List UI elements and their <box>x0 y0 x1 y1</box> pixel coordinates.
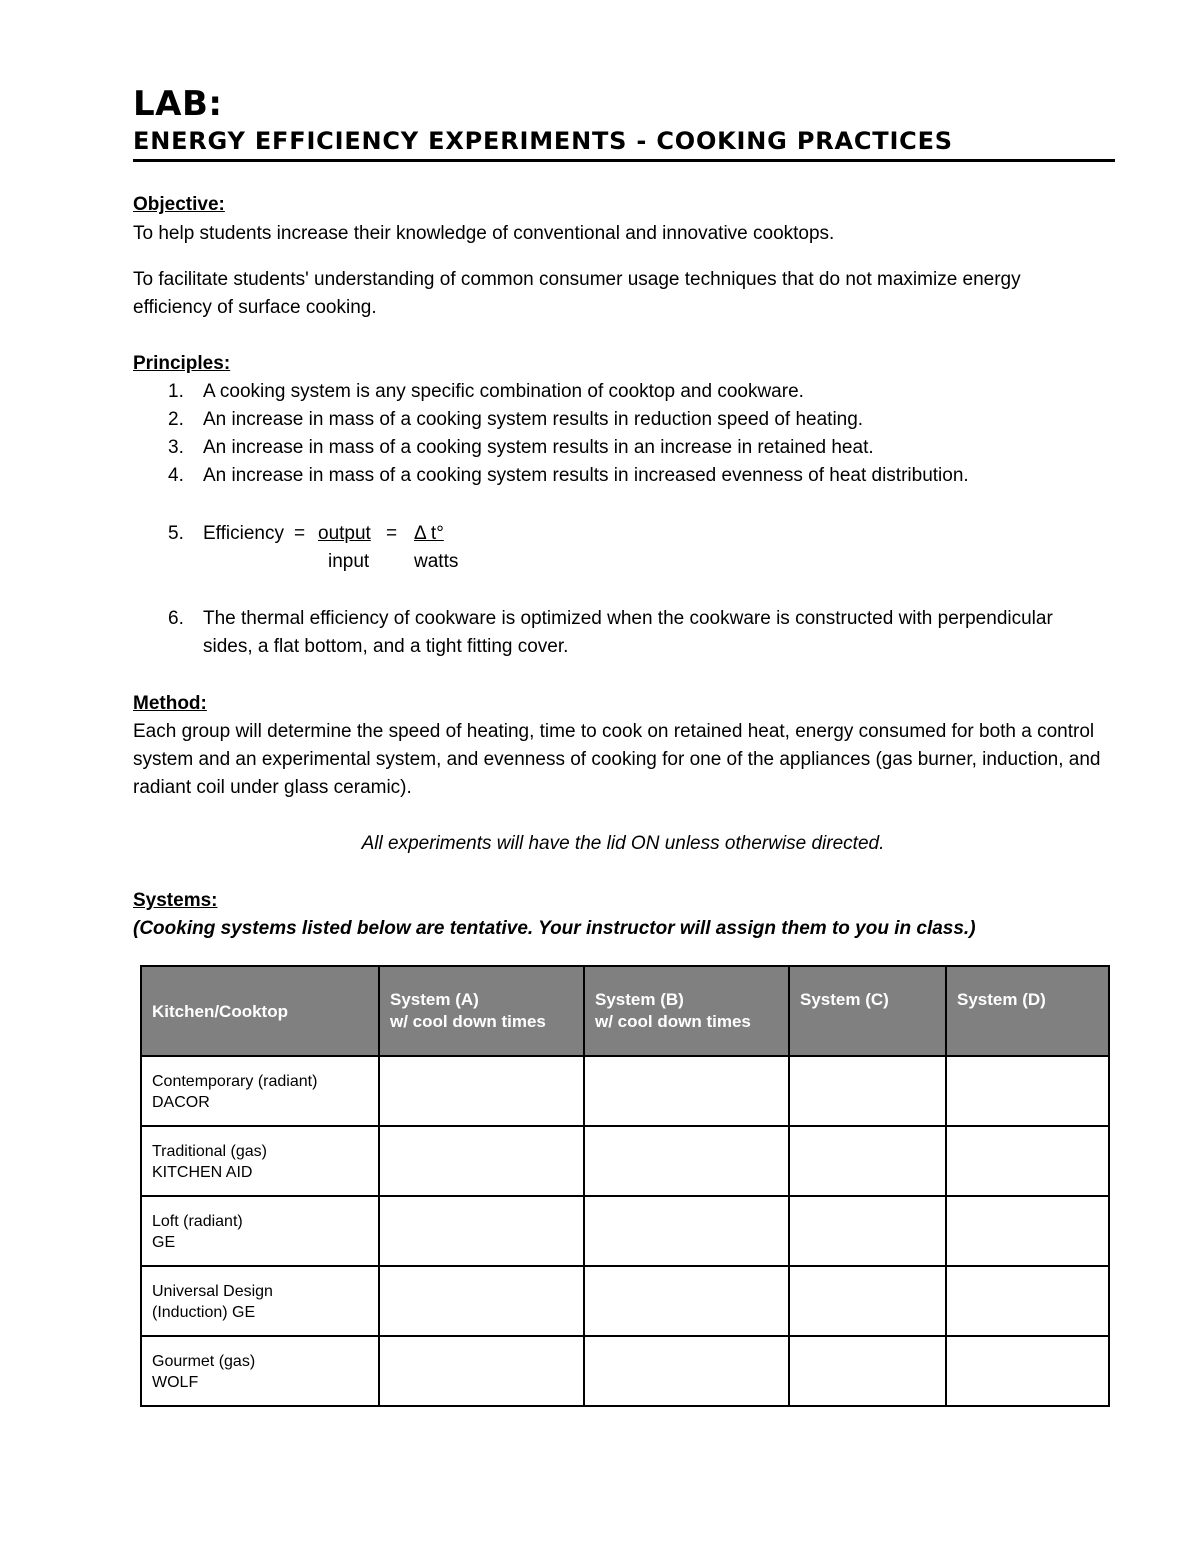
blank-cell <box>584 1196 789 1266</box>
equation-denominator-watts: watts <box>414 551 459 572</box>
header-text: System (A) <box>390 990 479 1009</box>
principle-item <box>168 605 1078 661</box>
systems-subheading: (Cooking systems listed below are tentative. Your instructor will assign them to you in class.) <box>133 918 976 939</box>
kitchen-cell <box>141 1336 379 1406</box>
blank-cell <box>584 1266 789 1336</box>
header-text: System (C) <box>800 990 889 1009</box>
blank-cell <box>789 1126 946 1196</box>
blank-cell <box>379 1336 584 1406</box>
objective-line: To help students increase their knowledge of conventional and innovative cooktops. <box>133 223 835 244</box>
systems-heading: Systems: <box>133 890 218 911</box>
column-header-system-b <box>584 966 789 1056</box>
kitchen-name: Gourmet (gas) <box>152 1353 256 1370</box>
objective-heading: Objective: <box>133 194 225 215</box>
blank-cell <box>379 1266 584 1336</box>
table-row <box>141 1196 1109 1266</box>
objective-paragraph: To facilitate students' understanding of common consumer usage techniques that do not maximize energy efficiency of surface cooking. <box>133 269 1021 318</box>
principle-item <box>168 406 863 434</box>
principle-number: 6. <box>168 608 184 629</box>
table-header-row <box>141 966 1109 1056</box>
title-divider <box>133 159 1115 162</box>
blank-cell <box>584 1126 789 1196</box>
header-subtext: w/ cool down times <box>390 1012 546 1031</box>
column-header-system-d <box>946 966 1109 1056</box>
table-row <box>141 1266 1109 1336</box>
kitchen-cell <box>141 1266 379 1336</box>
lab-label: LAB: <box>133 84 223 124</box>
column-header-kitchen <box>141 966 379 1056</box>
kitchen-name: Traditional (gas) <box>152 1143 268 1160</box>
document-title: ENERGY EFFICIENCY EXPERIMENTS - COOKING PRACTICES <box>133 127 953 155</box>
kitchen-cell <box>141 1056 379 1126</box>
principle-text: The thermal efficiency of cookware is optimized when the cookware is constructed with perpendicular sides, a flat bottom, and a tight fitting cover. <box>203 608 1053 657</box>
blank-cell <box>946 1266 1109 1336</box>
blank-cell <box>379 1126 584 1196</box>
principle-item <box>168 378 804 406</box>
blank-cell <box>946 1126 1109 1196</box>
kitchen-brand: GE <box>152 1234 176 1251</box>
kitchen-brand: WOLF <box>152 1374 199 1391</box>
equation-denominator: input <box>328 551 370 572</box>
kitchen-brand: (Induction) GE <box>152 1304 256 1321</box>
column-header-system-a <box>379 966 584 1056</box>
principle-item <box>168 462 969 490</box>
kitchen-name: Contemporary (radiant) <box>152 1073 318 1090</box>
method-heading: Method: <box>133 693 207 714</box>
lid-note: All experiments will have the lid ON unless otherwise directed. <box>361 833 885 854</box>
equation-numerator-delta: Δ t° <box>414 523 444 544</box>
principle-number: 2. <box>168 409 184 430</box>
principle-text: A cooking system is any specific combination of cooktop and cookware. <box>203 381 804 402</box>
blank-cell <box>379 1196 584 1266</box>
equals-sign: = <box>294 523 306 544</box>
header-text: System (D) <box>957 990 1046 1009</box>
efficiency-label: Efficiency <box>203 523 284 544</box>
principle-number: 4. <box>168 465 184 486</box>
kitchen-name: Loft (radiant) <box>152 1213 243 1230</box>
header-text: System (B) <box>595 990 684 1009</box>
blank-cell <box>379 1056 584 1126</box>
blank-cell <box>584 1336 789 1406</box>
kitchen-name: Universal Design <box>152 1283 273 1300</box>
principle-text: An increase in mass of a cooking system results in increased evenness of heat distribution. <box>203 465 969 486</box>
column-header-system-c <box>789 966 946 1056</box>
kitchen-brand: KITCHEN AID <box>152 1164 253 1181</box>
method-paragraph: Each group will determine the speed of heating, time to cook on retained heat, energy consumed for both a control system and an experimental system, and evenness of cooking for one of the appliances (gas burner, induction, and radiant coil under glass ceramic). <box>133 721 1101 798</box>
principle-item <box>168 434 874 462</box>
blank-cell <box>789 1056 946 1126</box>
kitchen-cell <box>141 1126 379 1196</box>
blank-cell <box>789 1336 946 1406</box>
principle-number: 1. <box>168 381 184 402</box>
principles-heading: Principles: <box>133 353 231 374</box>
blank-cell <box>946 1196 1109 1266</box>
principle-text: An increase in mass of a cooking system results in reduction speed of heating. <box>203 409 864 430</box>
header-subtext: w/ cool down times <box>595 1012 751 1031</box>
table-row <box>141 1126 1109 1196</box>
blank-cell <box>789 1196 946 1266</box>
equals-sign: = <box>386 523 398 544</box>
table-row <box>141 1056 1109 1126</box>
principle-number: 5. <box>168 523 184 544</box>
principle-number: 3. <box>168 437 184 458</box>
principle-item-efficiency <box>168 520 284 548</box>
table-row <box>141 1336 1109 1406</box>
blank-cell <box>789 1266 946 1336</box>
header-text: Kitchen/Cooktop <box>152 1002 288 1021</box>
principle-text: An increase in mass of a cooking system results in an increase in retained heat. <box>203 437 874 458</box>
kitchen-brand: DACOR <box>152 1094 210 1111</box>
blank-cell <box>946 1056 1109 1126</box>
kitchen-cell <box>141 1196 379 1266</box>
equation-numerator: output <box>318 523 371 544</box>
blank-cell <box>584 1056 789 1126</box>
systems-table <box>140 965 1110 1407</box>
blank-cell <box>946 1336 1109 1406</box>
